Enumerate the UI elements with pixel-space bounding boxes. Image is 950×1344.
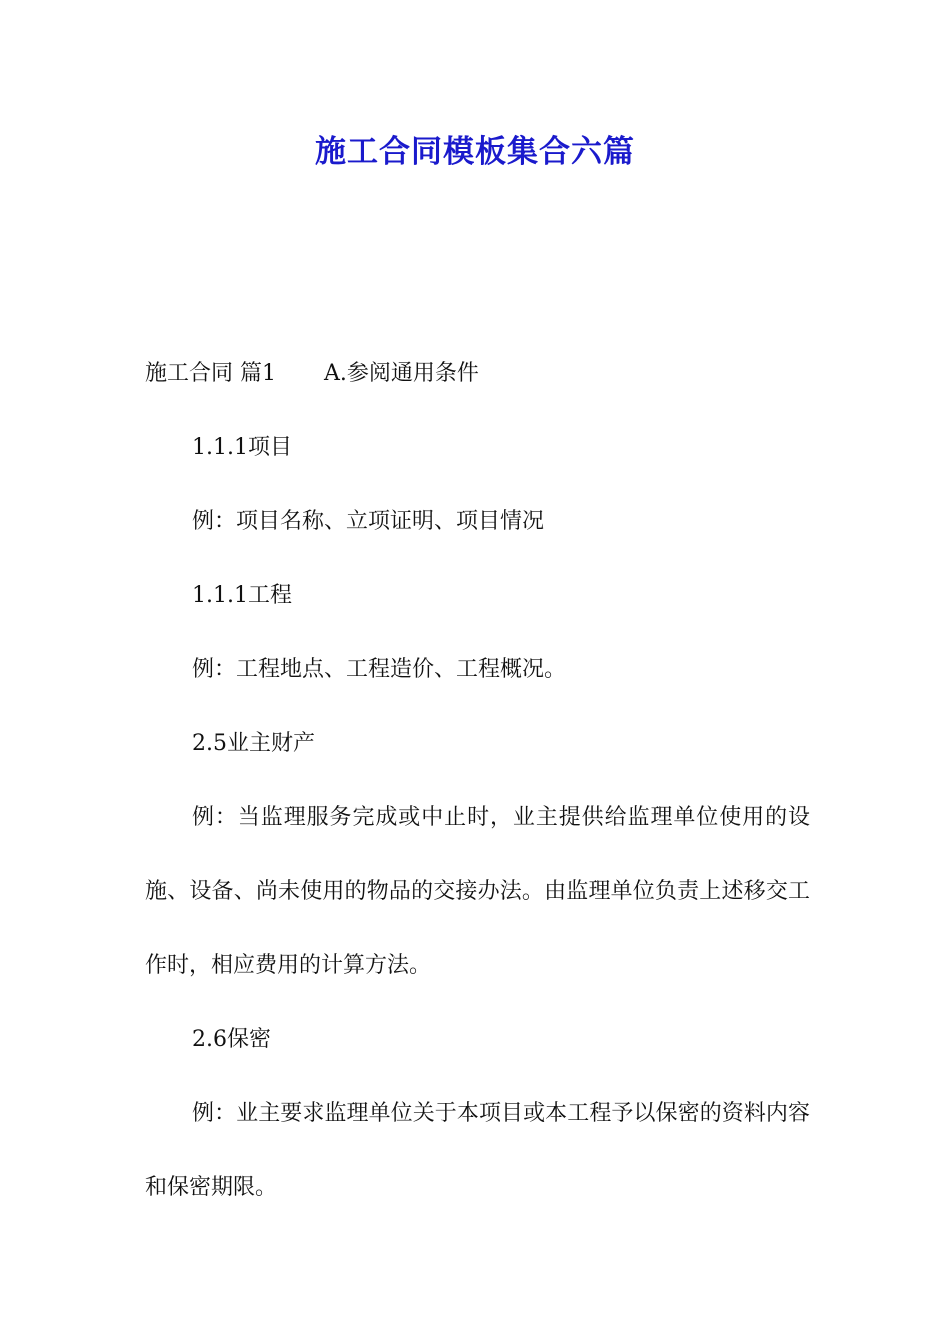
paragraph-owner-property: 例：当监理服务完成或中止时，业主提供给监理单位使用的设施、设备、尚未使用的物品的交接办法。由监理单位负责上述移交工作时，相应费用的计算方法。: [145, 805, 810, 978]
contract-heading-right: A.参阅通用条件: [324, 361, 479, 386]
contract-heading-left: 施工合同 篇1: [145, 361, 276, 386]
example-project: 例：项目名称、立项证明、项目情况: [192, 509, 545, 534]
contract-heading: [145, 337, 810, 411]
section-engineering: 1.1.1工程: [192, 583, 292, 608]
document-title: 施工合同模板集合六篇: [315, 134, 635, 170]
section-owner-property: 2.5业主财产: [192, 731, 315, 756]
section-project: 1.1.1项目: [192, 435, 292, 460]
document-body: [145, 337, 810, 1225]
section-confidentiality: 2.6保密: [192, 1027, 271, 1052]
paragraph-confidentiality: 例：业主要求监理单位关于本项目或本工程予以保密的资料内容和保密期限。: [145, 1101, 810, 1200]
example-engineering: 例：工程地点、工程造价、工程概况。: [192, 657, 567, 682]
